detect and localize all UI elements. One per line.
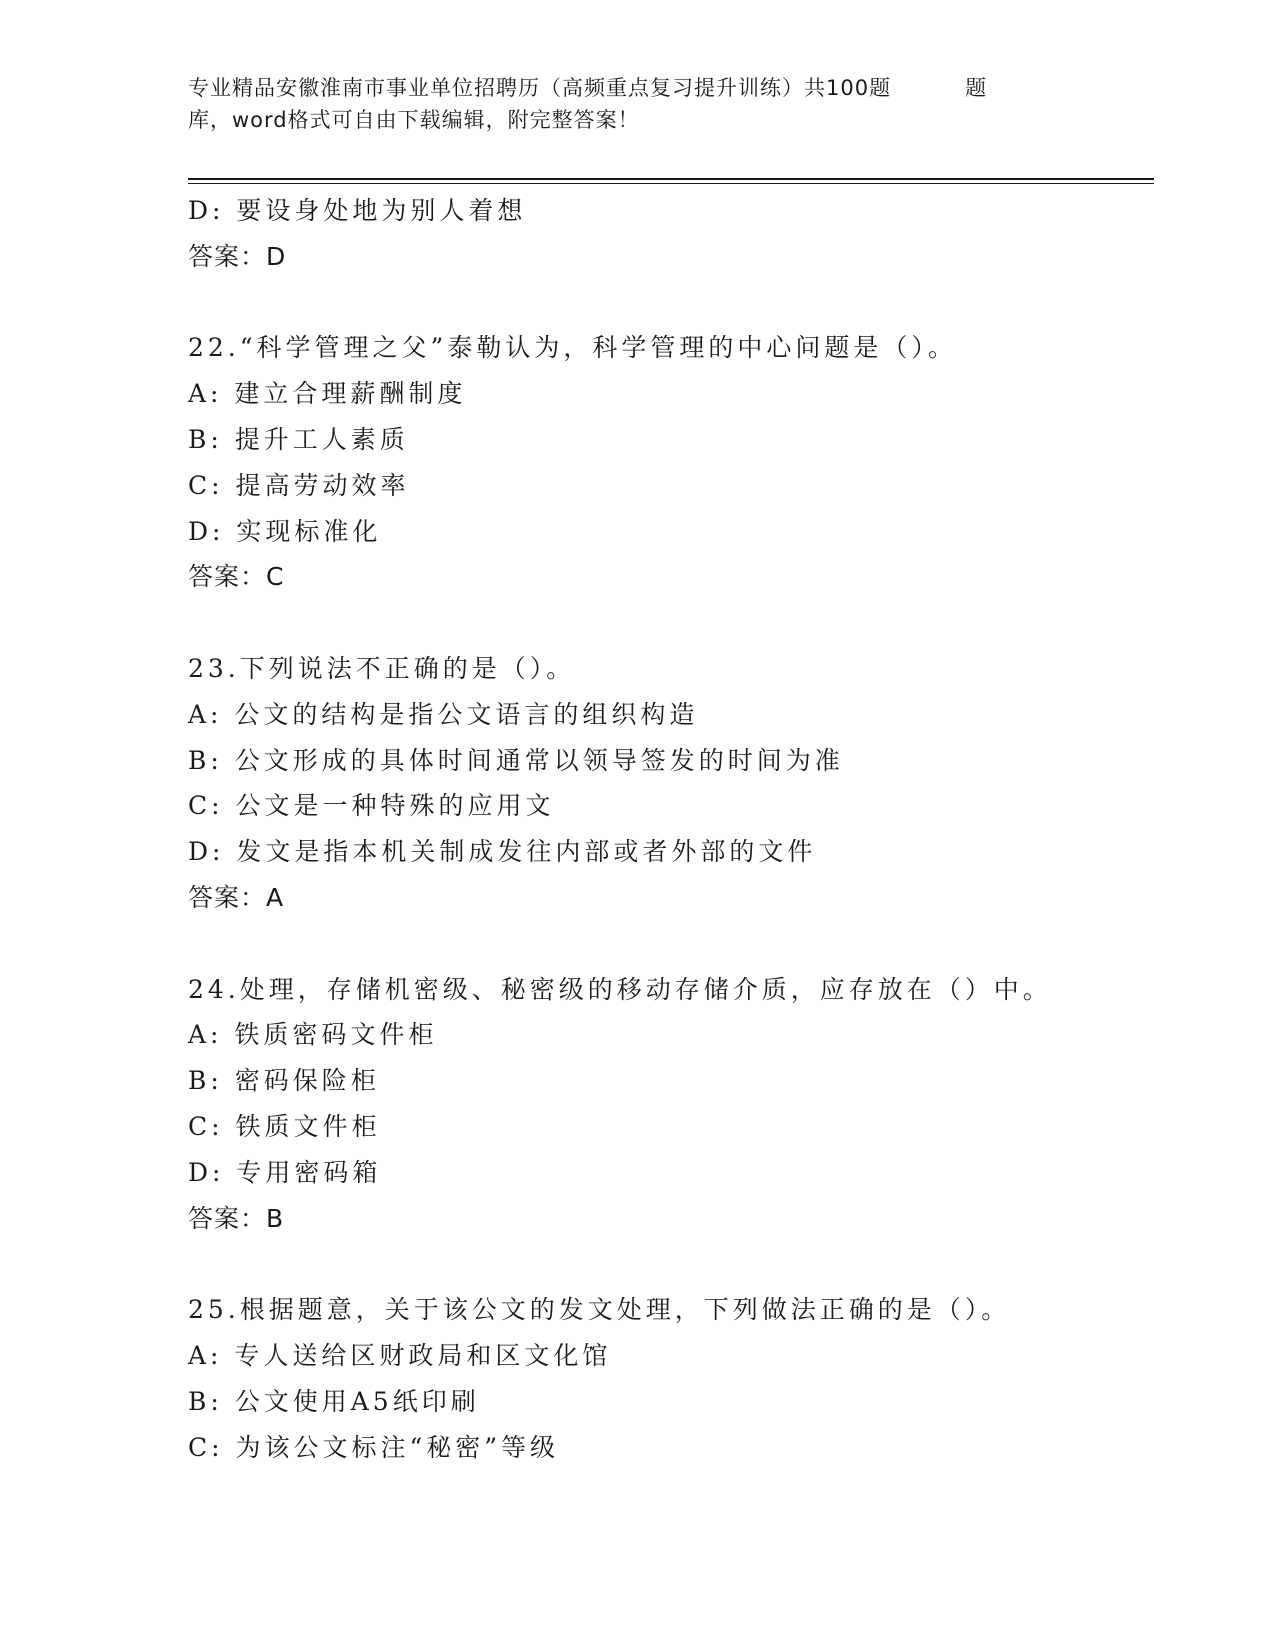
spacer — [188, 921, 1154, 967]
question-22 — [188, 325, 1154, 600]
option-c: C: 公文是一种特殊的应用文 — [188, 791, 555, 821]
option-a: A: 建立合理薪酬制度 — [188, 379, 467, 409]
option-b: B: 公文使用A5纸印刷 — [188, 1386, 480, 1416]
option-a: A: 公文的结构是指公文语言的组织构造 — [188, 699, 699, 729]
question-23 — [188, 646, 1154, 921]
option-b: B: 密码保险柜 — [188, 1066, 380, 1096]
spacer — [188, 600, 1154, 646]
spacer — [188, 280, 1154, 326]
header-line-1 — [188, 72, 1088, 104]
option-d: D: 发文是指本机关制成发往内部或者外部的文件 — [188, 837, 817, 867]
header-title-trail: 题 — [965, 76, 988, 100]
previous-question-tail — [188, 188, 1154, 280]
option-d: D: 实现标准化 — [188, 516, 382, 546]
answer-line: 答案：A — [188, 882, 285, 912]
document-header — [188, 72, 1088, 136]
option-b: B: 提升工人素质 — [188, 424, 409, 454]
answer-line: 答案：D — [188, 241, 287, 271]
question-stem: 24.处理，存储机密级、秘密级的移动存储介质，应存放在（）中。 — [188, 974, 1052, 1004]
question-stem: 25.根据题意，关于该公文的发文处理，下列做法正确的是（）。 — [188, 1295, 1011, 1325]
option-b: B: 公文形成的具体时间通常以领导签发的时间为准 — [188, 745, 844, 775]
header-line-2: 库，word格式可自由下载编辑，附完整答案！ — [188, 108, 640, 132]
answer-line: 答案：B — [188, 1203, 285, 1233]
option-c: C: 提高劳动效率 — [188, 470, 410, 500]
option-a: A: 专人送给区财政局和区文化馆 — [188, 1340, 612, 1370]
option-a: A: 铁质密码文件柜 — [188, 1020, 438, 1050]
question-stem: 23.下列说法不正确的是（）。 — [188, 653, 576, 683]
header-title-text: 专业精品安徽淮南市事业单位招聘历（高频重点复习提升训练）共100题 — [188, 76, 892, 100]
question-content — [188, 188, 1154, 1470]
header-divider-thick — [188, 178, 1154, 180]
option-c: C: 铁质文件柜 — [188, 1111, 381, 1141]
option-d: D: 要设身处地为别人着想 — [188, 196, 527, 225]
option-d: D: 专用密码箱 — [188, 1157, 382, 1187]
question-stem: 22.“科学管理之父”泰勒认为，科学管理的中心问题是（）。 — [188, 333, 957, 363]
spacer — [188, 1241, 1154, 1287]
option-c: C: 为该公文标注“秘密”等级 — [188, 1432, 560, 1462]
question-25 — [188, 1287, 1154, 1470]
header-divider-thin — [188, 183, 1154, 184]
answer-line: 答案：C — [188, 562, 285, 592]
question-24 — [188, 967, 1154, 1242]
